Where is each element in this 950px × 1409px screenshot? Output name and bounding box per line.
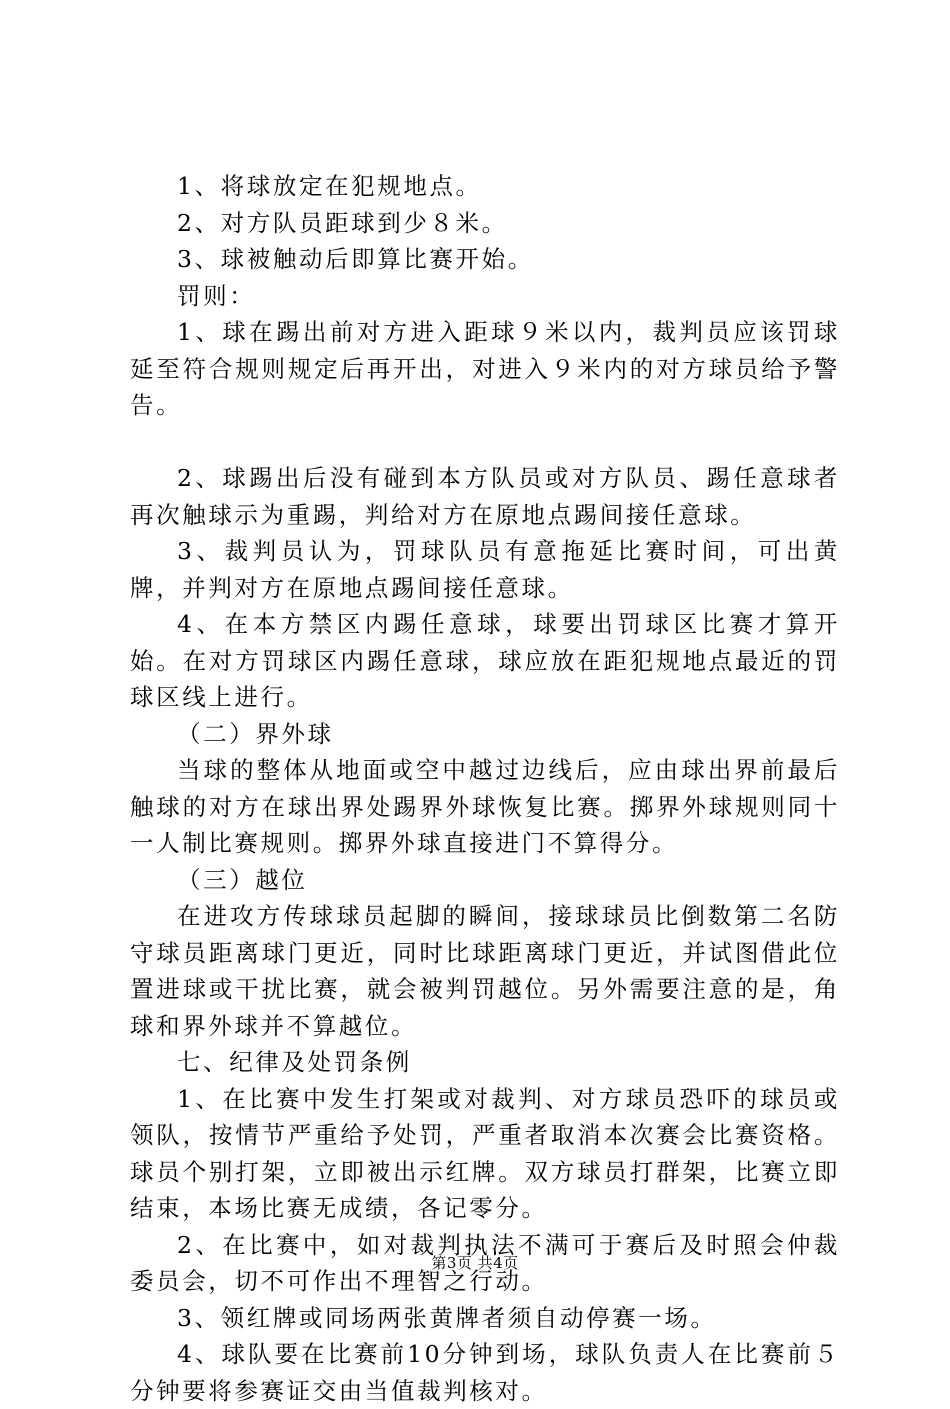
paragraph-discipline-3: 3、领红牌或同场两张黄牌者须自动停赛一场。 bbox=[177, 1303, 717, 1332]
paragraph-1: 1、将球放定在犯规地点。 bbox=[177, 172, 482, 200]
paragraph-penalty-4: 4、在本方禁区内踢任意球，球要出罚球区比赛才算开始。在对方罚球区内踢任意球，球应放在距犯规地点最近的罚球区线上进行。 bbox=[130, 610, 840, 711]
paragraph-discipline-1: 1、在比赛中发生打架或对裁判、对方球员恐吓的球员或领队，按情节严重给予处罚，严重者取消本次赛会比赛资格。球员个别打架，立即被出示红牌。双方球员打群架，比赛立即结束，本场比赛无成绩，各记零分。 bbox=[130, 1084, 840, 1222]
blank-line bbox=[130, 424, 840, 461]
paragraph-penalty-heading: 罚则： bbox=[177, 281, 256, 310]
paragraph-offside: 在进攻方传球球员起脚的瞬间，接球球员比倒数第二名防守球员距离球门更近，同时比球距离球门更近，并试图借此位置进球或干扰比赛，就会被判罚越位。另外需要注意的是，角球和界外球并不算越位。 bbox=[130, 902, 840, 1040]
paragraph-penalty-1: 1、球在踢出前对方进入距球９米以内，裁判员应该罚球延至符合规则规定后再开出，对进入９米内的对方球员给予警告。 bbox=[130, 318, 840, 419]
paragraph-throw-in: 当球的整体从地面或空中越过边线后，应由球出界前最后触球的对方在球出界处踢界外球恢复比赛。掷界外球规则同十一人制比赛规则。掷界外球直接进门不算得分。 bbox=[130, 756, 840, 857]
page-footer: 第3页 共4页 bbox=[431, 1254, 519, 1272]
paragraph-3: 3、球被触动后即算比赛开始。 bbox=[177, 245, 534, 273]
paragraph-penalty-3: 3、裁判员认为，罚球队员有意拖延比赛时间，可出黄牌，并判对方在原地点踢间接任意球。 bbox=[130, 537, 840, 602]
section-heading-throw-in: （二）界外球 bbox=[177, 719, 334, 748]
paragraph-discipline-4: 4、球队要在比赛前10分钟到场，球队负责人在比赛前５分钟要将参赛证交由当值裁判核对。 bbox=[130, 1340, 840, 1405]
document-body bbox=[130, 168, 840, 1409]
section-heading-offside: （三）越位 bbox=[177, 865, 308, 894]
paragraph-2: 2、对方队员距球到少８米。 bbox=[177, 208, 508, 237]
paragraph-penalty-2: 2、球踢出后没有碰到本方队员或对方队员、踢任意球者再次触球示为重踢，判给对方在原地点踢间接任意球。 bbox=[130, 464, 840, 529]
section-heading-discipline: 七、纪律及处罚条例 bbox=[177, 1048, 412, 1076]
paragraph-discipline-2: 2、在比赛中，如对裁判执法不满可于赛后及时照会仲裁委员会，切不可作出不理智之行动。 bbox=[130, 1230, 840, 1295]
